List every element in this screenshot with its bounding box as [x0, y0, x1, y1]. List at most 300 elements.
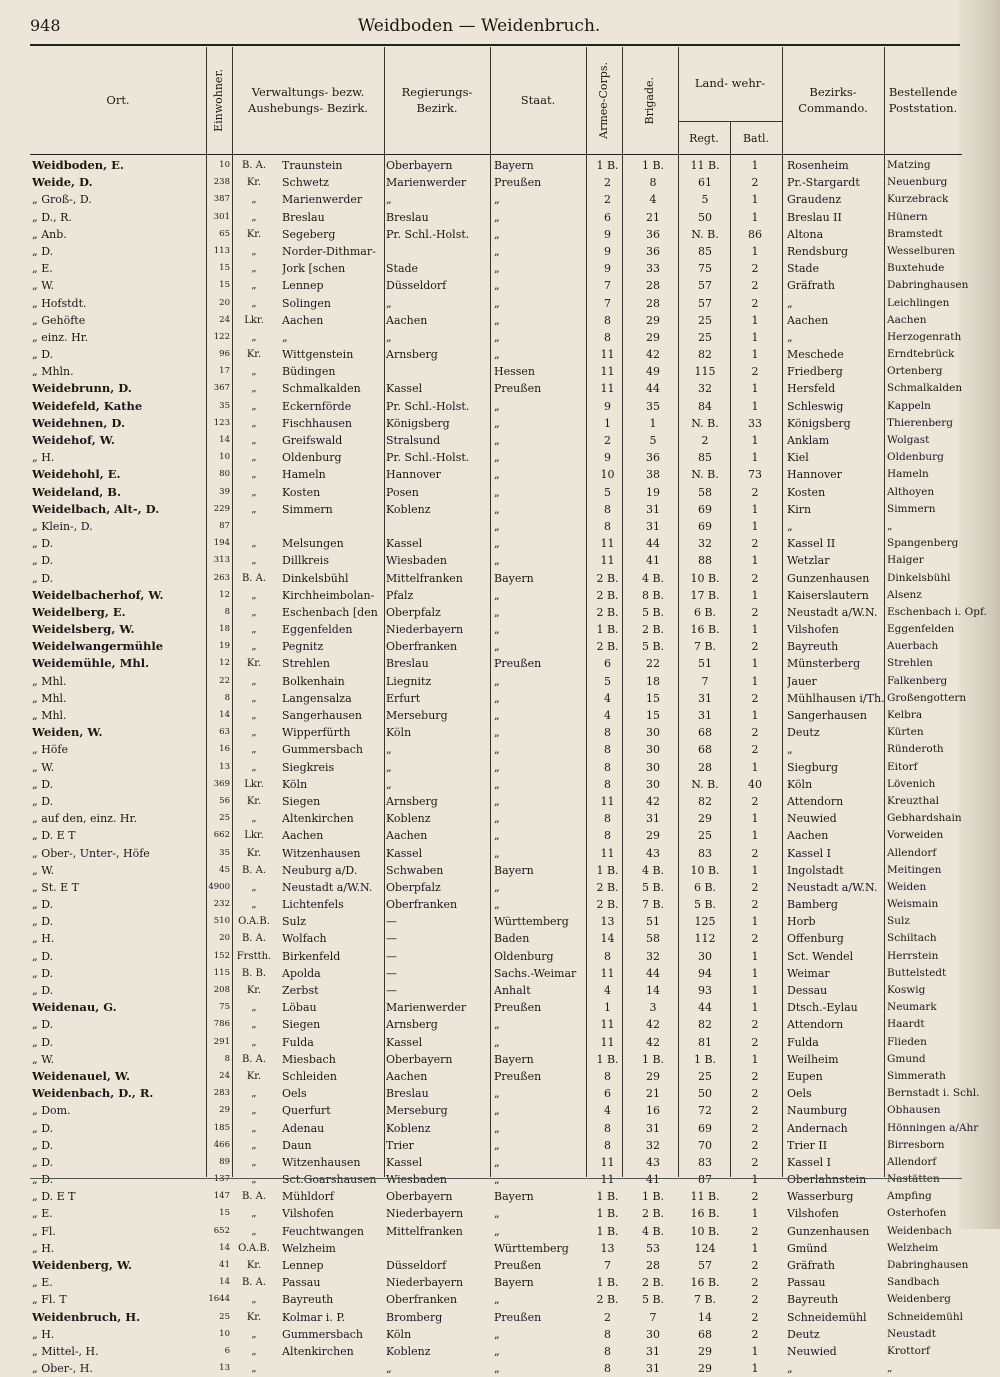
armee-cell: 6	[604, 1087, 611, 1101]
header-staat: Staat.	[520, 92, 556, 107]
bezirk-type-cell: „	[251, 503, 257, 515]
table-row	[30, 638, 962, 655]
table-row	[30, 432, 962, 449]
brigade-cell: 42	[646, 1035, 660, 1049]
poststation-cell: Großengottern	[887, 691, 967, 704]
regiment-cell: 31	[698, 691, 712, 705]
poststation-cell: Weismain	[887, 898, 939, 911]
poststation-cell: Erndtebrück	[887, 348, 955, 361]
staat-cell: Preußen	[494, 1001, 542, 1015]
header-armee	[586, 47, 622, 154]
regiment-cell: 72	[698, 1104, 712, 1118]
bezirks-commando-cell: Münsterberg	[787, 657, 861, 671]
staat-cell: „	[494, 1207, 500, 1221]
bezirks-commando-cell: Siegburg	[787, 760, 839, 774]
staat-cell: „	[494, 537, 500, 551]
brigade-cell: 31	[646, 1121, 660, 1135]
verwaltung-cell: Melsungen	[282, 537, 344, 551]
staat-cell: „	[494, 330, 500, 344]
staat-cell: „	[494, 880, 500, 894]
bataillon-cell: 86	[748, 227, 762, 241]
regiment-cell: 82	[698, 1018, 712, 1032]
bataillon-cell: 1	[751, 1207, 759, 1221]
regiment-cell: 29	[698, 1362, 712, 1376]
ort-cell	[32, 415, 212, 432]
poststation-cell: Schmalkalden	[887, 382, 963, 395]
bezirks-commando-cell: Kirn	[787, 502, 812, 516]
armee-cell: 1 B.	[596, 1276, 619, 1290]
poststation-cell: Obhausen	[887, 1104, 941, 1117]
armee-cell: 5	[604, 485, 611, 499]
brigade-cell: 1 B.	[641, 159, 665, 172]
brigade-cell: 36	[646, 244, 660, 258]
ort-cell: „ E.	[32, 1276, 53, 1290]
ort-cell: „ D. E T	[32, 829, 76, 843]
armee-cell: 8	[604, 519, 611, 533]
table-row	[30, 1120, 979, 1137]
regiment-cell: 83	[698, 846, 712, 860]
bezirk-type-cell: „	[251, 624, 257, 636]
brigade-cell: 30	[646, 726, 660, 740]
table-body	[30, 157, 987, 1377]
armee-cell: 8	[604, 330, 611, 344]
regierung-cell: Merseburg	[386, 1104, 448, 1118]
poststation-cell: Herzogenrath	[887, 330, 962, 343]
bataillon-cell: 2	[751, 1018, 759, 1032]
place-name-bold: Weidenbach, D., R.	[32, 1086, 154, 1101]
staat-cell: „	[494, 623, 500, 637]
einwohner-cell: 15	[219, 280, 230, 291]
armee-cell: 1 B.	[596, 1190, 619, 1204]
staat-cell: Bayern	[494, 863, 534, 877]
armee-cell: 11	[600, 348, 615, 362]
poststation-cell: Auerbach	[887, 640, 939, 653]
bezirk-type-cell: „	[251, 417, 257, 429]
staat-cell: „	[494, 1104, 500, 1118]
staat-cell: „	[494, 1344, 500, 1358]
staat-cell: „	[494, 1035, 500, 1049]
verwaltung-cell: Solingen	[282, 296, 331, 310]
table-row	[30, 570, 962, 587]
bezirks-commando-cell: Gunzenhausen	[787, 1224, 870, 1238]
place-name-bold: Weidebrunn, D.	[32, 381, 132, 396]
bataillon-cell: 1	[751, 1173, 759, 1187]
bezirk-type-cell: Lkr.	[244, 830, 264, 842]
table-row	[30, 484, 962, 501]
ort-cell	[32, 1085, 212, 1102]
bezirk-type-cell: „	[251, 1174, 257, 1186]
header-post: Bestellende Poststation.	[888, 84, 958, 115]
bezirks-commando-cell: Gräfrath	[787, 279, 835, 293]
ort-cell: „ W.	[32, 863, 55, 877]
verwaltung-cell: Kolmar i. P.	[282, 1310, 345, 1324]
regierung-cell: „	[386, 743, 392, 757]
table-row	[30, 1051, 962, 1068]
bezirks-commando-cell: Neustadt a/W.N.	[787, 880, 878, 894]
regierung-cell: „	[386, 296, 392, 310]
staat-cell: „	[494, 674, 500, 688]
regierung-cell: —	[386, 984, 397, 997]
poststation-cell: Weidenberg	[887, 1293, 951, 1306]
table-row	[30, 965, 962, 982]
bataillon-cell: 2	[751, 1224, 759, 1238]
ort-cell	[32, 1257, 212, 1274]
bezirks-commando-cell: Friedberg	[787, 365, 843, 379]
brigade-cell: 29	[646, 330, 660, 344]
bataillon-cell: 1	[751, 1362, 759, 1376]
armee-cell: 11	[600, 1173, 615, 1187]
bezirks-commando-cell: Bayreuth	[787, 640, 839, 654]
poststation-cell: Dinkelsbühl	[887, 571, 951, 584]
ort-cell: „ Dom.	[32, 1104, 71, 1118]
regierung-cell: Koblenz	[386, 1121, 431, 1135]
regiment-cell: 69	[698, 502, 712, 516]
regierung-cell: „	[386, 1362, 392, 1376]
header-landwehr: Land- wehr-	[694, 76, 766, 90]
regierung-cell: Oberbayern	[386, 1190, 453, 1204]
regierung-cell: Königsberg	[386, 416, 450, 430]
table-row	[30, 501, 962, 518]
verwaltung-cell: Schwetz	[282, 176, 329, 190]
regiment-cell: 85	[698, 244, 712, 258]
einwohner-cell: 10	[219, 1328, 230, 1339]
table-row	[30, 707, 962, 724]
header-brigade	[622, 47, 678, 154]
poststation-cell: Dabringhausen	[887, 1259, 969, 1271]
armee-cell: 11	[600, 966, 615, 980]
armee-cell: 7	[604, 296, 611, 310]
bezirk-type-cell: „	[251, 641, 257, 653]
bataillon-cell: 1	[751, 966, 759, 980]
ort-cell	[32, 1309, 212, 1326]
bataillon-cell: 2	[751, 743, 759, 757]
table-row	[30, 930, 962, 947]
einwohner-cell: 18	[219, 624, 230, 635]
regiment-cell: 6 B.	[693, 880, 717, 894]
table-row	[30, 157, 962, 174]
bezirk-type-cell: „	[251, 452, 257, 464]
einwohner-cell: 56	[219, 795, 230, 806]
bezirks-commando-cell: Dtsch.-Eylau	[787, 1001, 858, 1015]
bezirks-commando-cell: Mühlhausen i/Th.	[787, 691, 885, 705]
poststation-cell: Haardt	[887, 1018, 925, 1031]
ort-cell	[32, 621, 212, 638]
brigade-cell: 4 B.	[641, 1224, 665, 1238]
bottom-rule	[30, 1178, 962, 1179]
verwaltung-cell: Vilshofen	[282, 1207, 334, 1221]
table-row	[30, 1016, 962, 1033]
armee-cell: 2 B.	[596, 1293, 619, 1307]
regiment-cell: 87	[698, 1173, 712, 1187]
verwaltung-cell: Schmalkalden	[282, 382, 361, 396]
table-row	[30, 810, 962, 827]
poststation-cell: Buxtehude	[887, 262, 945, 275]
ort-cell	[32, 174, 212, 191]
table-row	[30, 312, 962, 329]
bataillon-cell: 2	[751, 1087, 759, 1101]
einwohner-cell: 29	[219, 1105, 230, 1116]
regiment-cell: 10 B.	[690, 571, 720, 585]
ort-cell: „ H.	[32, 451, 55, 465]
table-row	[30, 174, 962, 191]
einwohner-cell: 63	[219, 727, 230, 738]
bataillon-cell: 2	[751, 640, 759, 654]
armee-cell: 4	[604, 984, 611, 997]
verwaltung-cell: Daun	[282, 1138, 312, 1152]
armee-cell: 11	[600, 1035, 615, 1049]
table-row	[30, 776, 962, 793]
staat-cell: „	[494, 743, 500, 757]
place-name-bold: Weidehohl, E.	[32, 467, 121, 482]
einwohner-cell: 12	[219, 658, 230, 669]
brigade-cell: 15	[646, 709, 660, 722]
bezirk-type-cell: „	[251, 1088, 257, 1100]
staat-cell: „	[494, 451, 500, 465]
verwaltung-cell: Eggenfelden	[282, 623, 353, 637]
staat-cell: „	[494, 898, 500, 912]
staat-cell: „	[494, 1327, 500, 1341]
table-row	[30, 518, 962, 535]
verwaltung-cell: Büdingen	[282, 365, 336, 379]
verwaltung-cell: Eckernförde	[282, 399, 352, 413]
place-name-bold: Weidenau, G.	[32, 1000, 117, 1015]
regiment-cell: 28	[698, 760, 712, 774]
ort-cell: „ St. E T	[32, 880, 80, 894]
place-name-bold: Weidemühle, Mhl.	[32, 656, 150, 671]
einwohner-cell: 20	[219, 933, 230, 944]
brigade-cell: 22	[646, 657, 660, 671]
staat-cell: „	[494, 846, 500, 860]
regierung-cell: Oberpfalz	[386, 880, 441, 894]
ort-cell: „ einz. Hr.	[32, 330, 89, 344]
verwaltung-cell: Hameln	[282, 468, 326, 482]
staat-cell: „	[494, 502, 500, 516]
ort-cell	[32, 655, 212, 672]
bezirk-type-cell: „	[251, 813, 257, 825]
brigade-cell: 5 B.	[641, 605, 665, 619]
staat-cell: „	[494, 1018, 500, 1032]
brigade-cell: 4 B.	[641, 863, 665, 877]
regierung-cell: Hannover	[386, 468, 441, 482]
brigade-cell: 32	[646, 949, 660, 963]
einwohner-cell: 291	[213, 1036, 230, 1047]
brigade-cell: 1 B.	[641, 1190, 665, 1204]
regierung-cell: Oberfranken	[386, 640, 458, 654]
staat-cell: „	[494, 691, 500, 705]
staat-cell: „	[494, 554, 500, 568]
regierung-cell: —	[386, 915, 397, 929]
bezirks-commando-cell: Kaiserslautern	[787, 588, 869, 602]
bezirk-type-cell: B. A.	[241, 933, 267, 945]
brigade-cell: 18	[646, 674, 660, 688]
regiment-cell: 11 B.	[690, 1190, 720, 1204]
regiment-cell: 1 B.	[693, 1052, 717, 1066]
bataillon-cell: 1	[751, 519, 759, 533]
einwohner-cell: 6	[224, 1345, 230, 1356]
regierung-cell: Oberfranken	[386, 1293, 458, 1307]
einwohner-cell: 115	[213, 967, 230, 978]
brigade-cell: 43	[646, 846, 660, 860]
bataillon-cell: 1	[751, 984, 759, 997]
bezirks-commando-cell: Kassel I	[787, 1155, 831, 1169]
brigade-cell: 30	[646, 760, 660, 774]
einwohner-cell: 510	[213, 916, 230, 927]
bezirks-commando-cell: Ingolstadt	[787, 863, 844, 877]
regierung-cell: Stade	[386, 262, 419, 276]
table-row	[30, 1360, 962, 1377]
table-row	[30, 226, 962, 243]
einwohner-cell: 87	[219, 520, 230, 531]
verwaltung-cell: Löbau	[282, 1001, 317, 1015]
table-row	[30, 1205, 962, 1222]
regierung-cell: Breslau	[386, 1087, 429, 1101]
armee-cell: 9	[604, 399, 611, 413]
bezirks-commando-cell: Anklam	[787, 434, 830, 447]
regiment-cell: 57	[698, 279, 712, 293]
armee-cell: 8	[604, 760, 611, 774]
bezirks-commando-cell: Andernach	[787, 1121, 848, 1135]
einwohner-cell: 263	[213, 572, 230, 583]
bezirk-type-cell: „	[251, 1036, 257, 1048]
staat-cell: „	[494, 1293, 500, 1307]
armee-cell: 8	[604, 829, 611, 843]
brigade-cell: 42	[646, 794, 660, 808]
bezirk-type-cell: „	[251, 486, 257, 498]
table-row	[30, 209, 962, 226]
regiment-cell: 68	[698, 743, 712, 757]
table-row	[30, 845, 962, 862]
armee-cell: 2	[604, 1310, 611, 1324]
verwaltung-cell: Mühldorf	[282, 1190, 334, 1204]
bezirk-type-cell: „	[251, 589, 257, 601]
gazetteer-table	[30, 47, 987, 1376]
table-row	[30, 827, 962, 844]
staat-cell: „	[494, 1173, 500, 1187]
place-name-bold: Weidenbruch, H.	[32, 1309, 141, 1324]
bezirk-type-cell: B. A.	[241, 572, 267, 584]
verwaltung-cell: Lennep	[282, 1259, 324, 1272]
table-row	[30, 999, 962, 1016]
ort-cell: „ D.	[32, 915, 54, 929]
ort-cell: „ D.	[32, 1035, 54, 1049]
poststation-cell: Allendorf	[887, 1155, 937, 1168]
bezirk-type-cell: Kr.	[246, 847, 262, 859]
regierung-cell: Düsseldorf	[386, 279, 447, 293]
regiment-cell: 7	[701, 674, 709, 688]
brigade-cell: 36	[646, 227, 660, 241]
einwohner-cell: 15	[219, 1208, 230, 1219]
bezirk-type-cell: Kr.	[246, 228, 262, 240]
regierung-cell: Aachen	[386, 1069, 428, 1083]
regiment-cell: 5	[701, 193, 709, 207]
einwohner-cell: 8	[224, 1053, 230, 1064]
bezirks-commando-cell: Vilshofen	[787, 623, 839, 637]
table-row	[30, 1068, 962, 1085]
verwaltung-cell: Jork [schen	[282, 262, 346, 276]
ort-cell: „ W.	[32, 279, 55, 293]
regierung-cell: Niederbayern	[386, 623, 464, 637]
brigade-cell: 53	[646, 1241, 660, 1255]
verwaltung-cell: Kosten	[282, 485, 321, 499]
armee-cell: 2 B.	[596, 640, 619, 654]
poststation-cell: Koswig	[887, 984, 926, 996]
regierung-cell: Mittelfranken	[386, 571, 463, 585]
ort-cell: „ Mhln.	[32, 365, 74, 379]
bataillon-cell: 2	[751, 605, 759, 619]
einwohner-cell: 8	[224, 692, 230, 703]
regierung-cell: Oberfranken	[386, 898, 458, 912]
verwaltung-cell: Feuchtwangen	[282, 1224, 364, 1238]
bezirks-commando-cell: Attendorn	[787, 794, 844, 808]
bezirks-commando-cell: Aachen	[787, 313, 829, 327]
poststation-cell: Alsenz	[887, 588, 922, 601]
bezirks-commando-cell: Pr.-Stargardt	[787, 176, 860, 190]
staat-cell: Bayern	[494, 1190, 534, 1204]
armee-cell: 8	[604, 1138, 611, 1152]
bezirk-type-cell: „	[251, 675, 257, 687]
brigade-cell: 2 B.	[641, 623, 665, 637]
verwaltung-cell: Gummersbach	[282, 1327, 363, 1341]
regiment-cell: 94	[698, 966, 712, 980]
regierung-cell: —	[386, 966, 397, 980]
bezirk-type-cell: B. A.	[241, 1191, 267, 1203]
regierung-cell: Marienwerder	[386, 176, 467, 190]
bezirks-commando-cell: Gmünd	[787, 1241, 828, 1255]
bezirk-type-cell: „	[251, 1139, 257, 1151]
brigade-cell: 8	[649, 176, 657, 190]
table-row	[30, 398, 962, 415]
brigade-cell: 42	[646, 1018, 660, 1032]
bezirk-type-cell: B. A.	[241, 1053, 267, 1065]
staat-cell: Anhalt	[494, 984, 531, 997]
regiment-cell: N. B.	[691, 227, 719, 241]
bezirk-type-cell: B. A.	[241, 1277, 267, 1289]
bezirks-commando-cell: Gräfrath	[787, 1259, 835, 1272]
bataillon-cell: 1	[751, 554, 759, 568]
bataillon-cell: 2	[751, 1138, 759, 1152]
staat-cell: „	[494, 1155, 500, 1169]
armee-cell: 2 B.	[596, 880, 619, 894]
armee-cell: 8	[604, 313, 611, 327]
brigade-cell: 2 B.	[641, 1207, 665, 1221]
ort-cell: „ Gehöfte	[32, 313, 86, 327]
regierung-cell: Wiesbaden	[386, 554, 448, 568]
bataillon-cell: 1	[751, 434, 759, 447]
ort-cell: „ D.	[32, 554, 54, 568]
armee-cell: 2	[604, 193, 611, 207]
regiment-cell: 115	[694, 365, 716, 379]
brigade-cell: 29	[646, 829, 660, 843]
bezirk-type-cell: B. A.	[241, 160, 267, 171]
bataillon-cell: 2	[751, 726, 759, 740]
ort-cell: „ Mittel-, H.	[32, 1344, 99, 1358]
regiment-cell: 31	[698, 709, 712, 722]
table-row	[30, 1137, 962, 1154]
armee-cell: 2 B.	[596, 605, 619, 619]
verwaltung-cell: Wipperfürth	[282, 726, 351, 740]
bataillon-cell: 2	[751, 485, 759, 499]
bezirks-commando-cell: Kassel I	[787, 846, 831, 860]
brigade-cell: 36	[646, 451, 660, 465]
poststation-cell: Hünern	[887, 210, 928, 223]
staat-cell: „	[494, 1362, 500, 1376]
armee-cell: 8	[604, 1327, 611, 1341]
place-name-bold: Weidelbacherhof, W.	[32, 587, 164, 602]
ort-cell: „ W.	[32, 760, 55, 774]
bataillon-cell: 2	[751, 537, 759, 551]
regierung-cell: Kassel	[386, 537, 423, 551]
staat-cell: „	[494, 244, 500, 258]
